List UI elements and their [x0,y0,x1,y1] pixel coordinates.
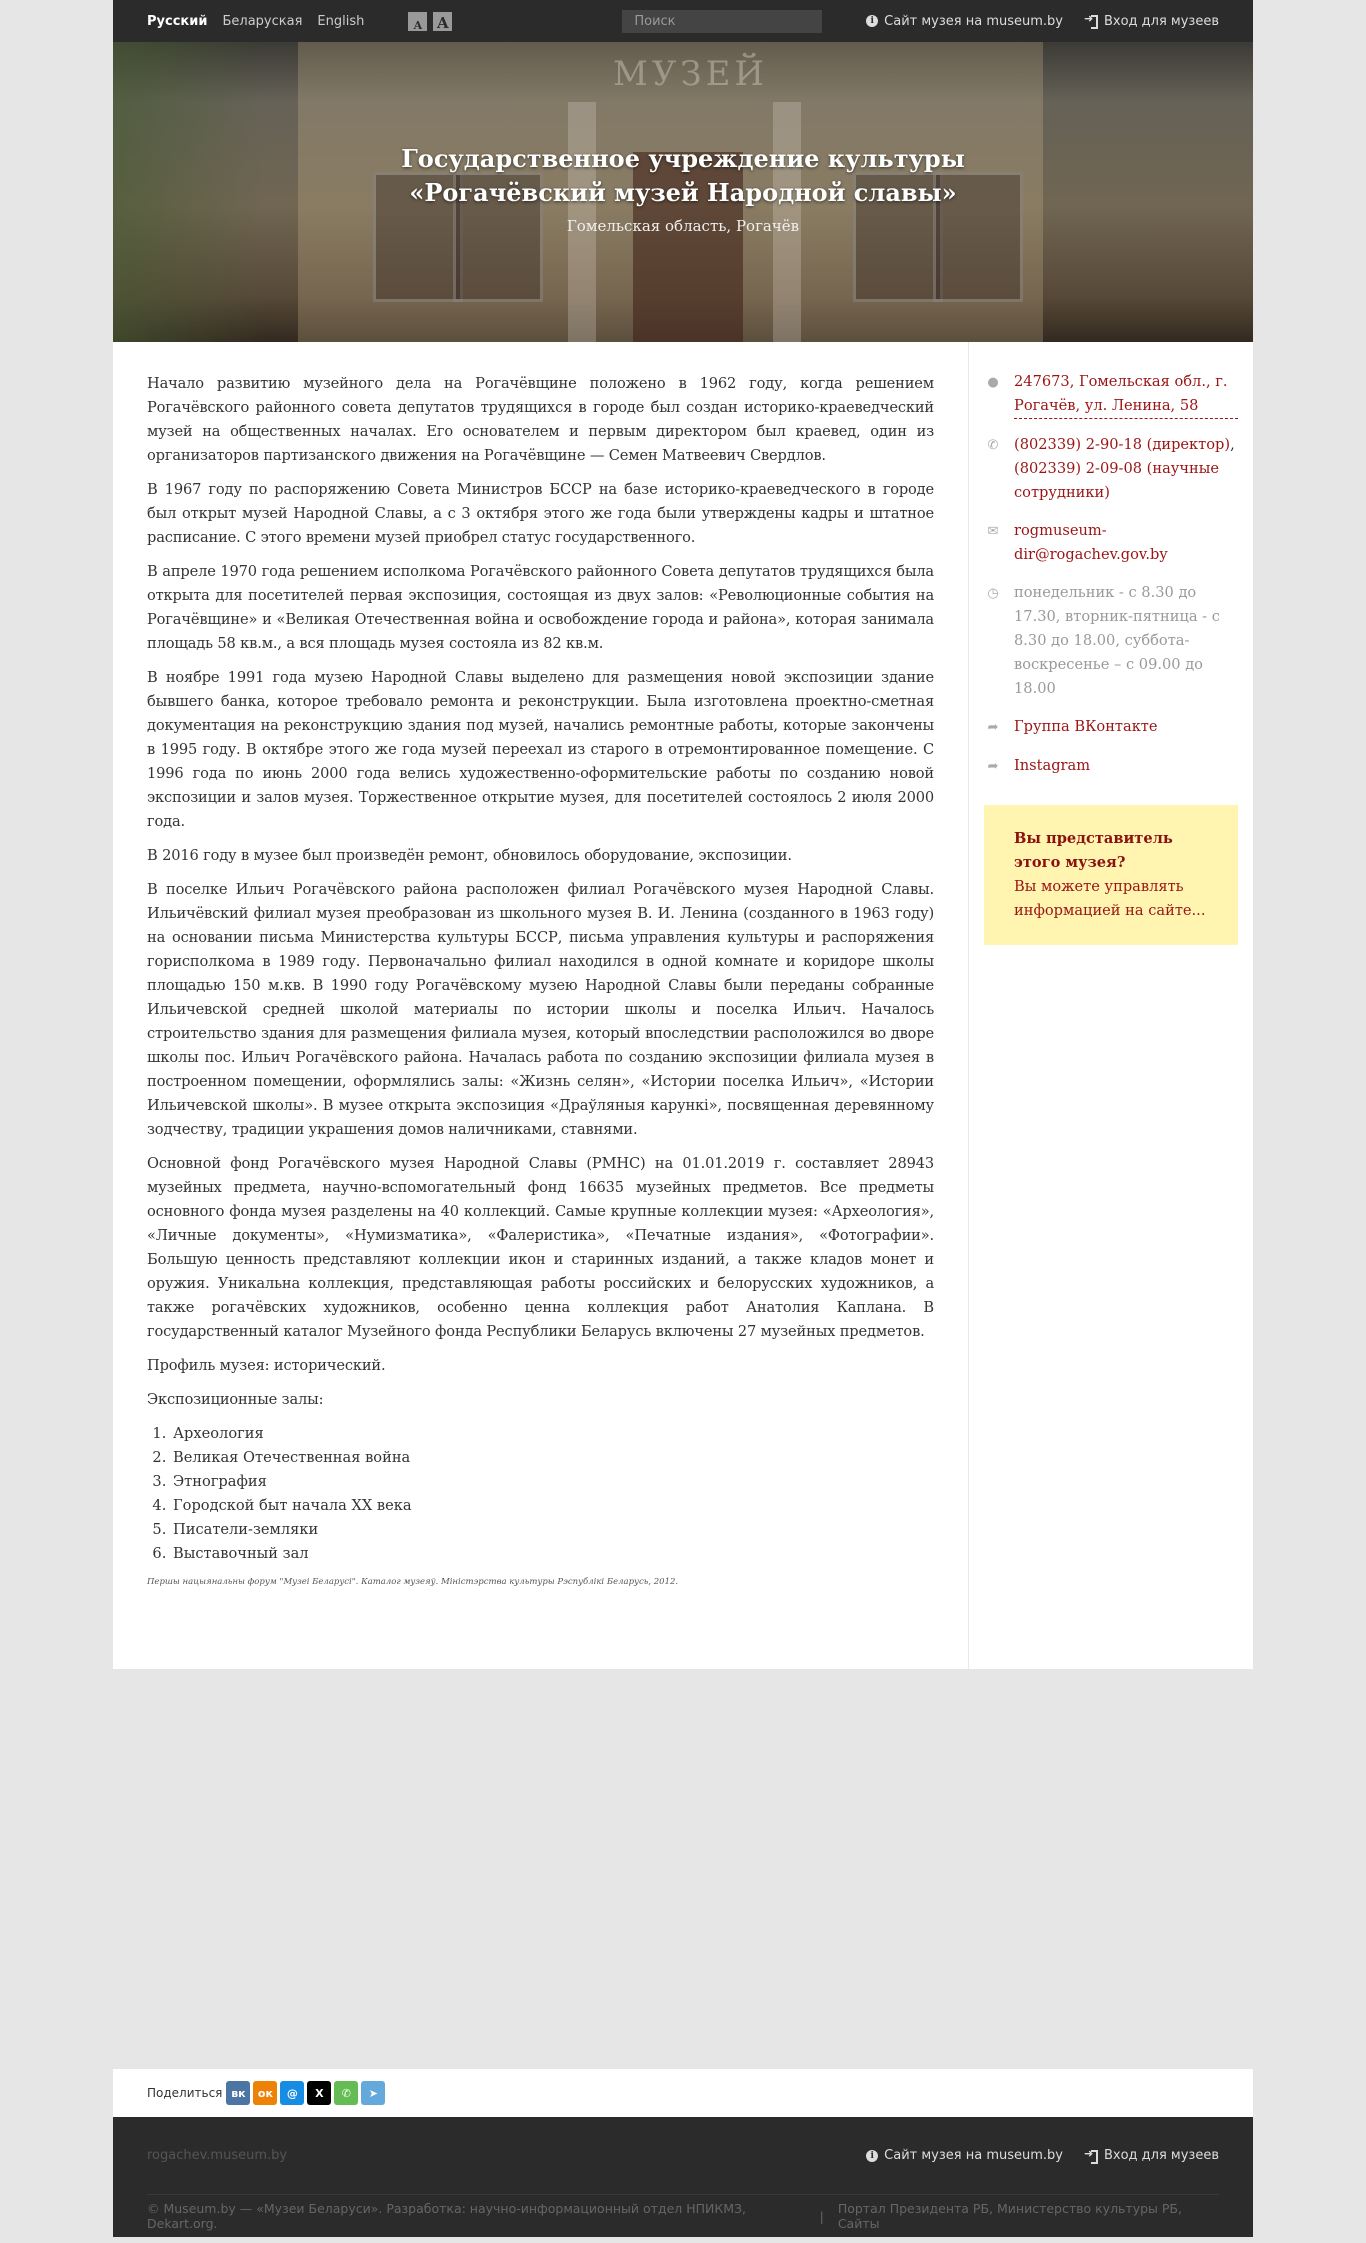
login-link[interactable] [1085,14,1219,29]
phone-director-link[interactable]: (802339) 2-90-18 (директор) [1014,436,1231,453]
whatsapp-share-icon[interactable]: ✆ [334,2081,358,2105]
ok-share-icon[interactable]: ок [253,2081,277,2105]
share-arrow-icon: ➦ [987,720,999,735]
page-wrapper [113,0,1253,2237]
share-bar [113,2069,1253,2117]
list-item: 6. Выставочный зал [171,1542,934,1566]
list-item: 3. Этнография [171,1470,934,1494]
paragraph: Профиль музея: исторический. [147,1357,386,1374]
language-switcher [147,14,364,29]
museum-site-link[interactable] [866,14,1063,29]
representative-box[interactable] [984,805,1238,945]
top-bar [113,0,1253,42]
representative-title: Вы представитель этого музея? [1014,830,1173,871]
x-share-icon[interactable]: X [307,2081,331,2105]
paragraph: Начало развитию музейного дела на Рогачёвщине положено в 1962 году, когда решением Рогачёвского районного совета депутатов трудящихся в городе был создан историко-краеведческий музей на общественных началах. Его основателем и первым директором был краевед, один из организаторов партизанского движения на Рогачёвщине — Семен Матвеевич Свердлов. [147,375,934,464]
clock-icon: ◷ [987,586,999,601]
copyright: © Museum.by — «Музеи Беларуси». Разработка: научно-информационный отдел НПИКМЗ, Dekart.org. [147,2201,747,2231]
footer-top-row [147,2117,1219,2195]
login-link-label: Вход для музеев [1103,13,1219,29]
search-input[interactable] [622,10,822,33]
halls-list [171,1422,934,1566]
vk-link[interactable]: Группа ВКонтакте [1014,718,1158,735]
list-item: 5. Писатели-земляки [171,1518,934,1542]
login-icon [1085,2150,1098,2162]
list-item: 4. Городской быт начала ХХ века [171,1494,934,1518]
lang-english[interactable]: English [317,13,365,29]
email-link[interactable]: rogmuseum-dir@rogachev.gov.by [1014,522,1168,563]
source-citation: Першы нацыянальны форум "Музеі Беларусі". Каталог музеяў. Міністэрства культуры Рэспублікі Беларусь, 2012. [147,1577,679,1587]
footer-bottom-row [147,2195,1219,2237]
paragraph: В поселке Ильич Рогачёвского района расположен филиал Рогачёвского музея Народной Славы. Ильичёвский филиал музея преобразован из школьного музея В. И. Ленина (созданного в 1963 году) на основании письма Министерства культуры БССР, письма управления культуры и распоряжения горисполкома в 1989 году. Первоначально филиал находился в одной комнате и коридоре школы площадью 150 м.кв. В 1990 году Рогачёвскому музею Народной Славы были переданы собранные Ильичевской средней школой материалы по истории школы и поселка Ильич. Началось строительство здания для размещения филиала музея, который впоследствии расположился во дворе школы пос. Ильич Рогачёвского района. Началась работа по созданию экспозиции филиала музея в построенном помещении, оформлялись залы: «Жизнь селян», «Истории поселка Ильич», «Истории Ильичевской школы». В музее открыта экспозиция «Драўляныя карункі», посвященная деревянному зодчеству, традиции украшения домов наличниками, ставнями. [147,881,934,1138]
paragraph: В 1967 году по распоряжению Совета Министров БССР на базе историко-краеведческого в городе был открыт музей Народной Славы, а с 3 октября этого же года были утверждены кадры и штатное расписание. С этого времени музей приобрел статус государственного. [147,481,934,546]
moimir-share-icon[interactable]: @ [280,2081,304,2105]
telegram-share-icon[interactable]: ➤ [361,2081,385,2105]
footer-museum-site-link[interactable] [866,2148,1063,2163]
representative-link[interactable]: Вы можете управлять информацией на сайте... [1014,878,1206,919]
phone-icon: ✆ [987,438,999,453]
list-item: 2. Великая Отечественная война [171,1446,934,1470]
share-buttons [226,2081,385,2105]
paragraph: Основной фонд Рогачёвского музея Народной Славы (РМНС) на 01.01.2019 г. составляет 28943 музейных предмета, научно-вспомогательный фонд 16635 музейных предметов. Все предметы основного фонда музея разделены на 40 коллекций. Самые крупные коллекции музея: «Археология», «Личные документы», «Нумизматика», «Фалеристика», «Печатные издания», «Фотографии». Большую ценность представляют коллекции икон и старинных изданий, а также кладов монет и оружия. Уникальна коллекция, представляющая работы российских и белорусских художников, а также рогачёвских художников, особенно ценна коллекция работ Анатолия Каплана. В государственный каталог Музейного фонда Республики Беларусь включены 27 музейных предметов. [147,1155,934,1340]
footer-partner-links[interactable]: Портал Президента РБ, Министерство культуры РБ, Сайты [837,2201,1182,2231]
phones [1014,433,1238,505]
list-item: 1. Археология [171,1422,934,1446]
footer-links [866,2148,1219,2163]
page-title: Государственное учреждение культуры «Рогачёвский музей Народной славы» [401,144,965,207]
login-icon [1085,15,1098,27]
footer-login-link[interactable] [1085,2148,1219,2163]
contact-sidebar [969,342,1253,1669]
footer-site-link[interactable]: rogachev.museum.by [147,2148,288,2163]
address-item [984,370,1238,419]
info-icon: i [866,2150,878,2162]
phone-separator: , [1230,436,1235,453]
museum-site-link-label: Сайт музея на museum.by [884,13,1063,29]
lang-belarusian[interactable]: Беларуская [222,13,303,29]
location-pin-icon: ● [987,375,999,390]
font-large-button[interactable]: A [433,12,452,31]
font-size-switcher [408,12,452,31]
address-link[interactable]: 247673, Гомельская обл., г. Рогачёв, ул. Ленина, 58 [1014,370,1238,419]
footer [113,2117,1253,2237]
paragraph: В ноябре 1991 года музею Народной Славы выделено для размещения новой экспозиции здание бывшего банка, которое требовало ремонта и реконструкции. Была изготовлена проектно-сметная документация на реконструкцию здания под музей, начались ремонтные работы, которые закончены в 1995 году. В октябре этого же года музей переехал из старого в отремонтированное помещение. С 1996 года по июнь 2000 года велись художественно-оформительские работы по созданию новой экспозиции и залов музея. Торжественное открытие музея, для посетителей состоялось 2 июля 2000 года. [147,669,934,830]
font-small-button[interactable]: A [408,12,427,31]
hours-item [984,581,1238,701]
instagram-item [984,754,1238,779]
footer-login-label: Вход для музеев [1103,2148,1219,2163]
main-area [113,342,1253,1669]
share-label: Поделиться [147,2086,223,2100]
instagram-link[interactable]: Instagram [1014,757,1091,774]
hero-text [113,142,1253,235]
article-content [113,342,969,1669]
hero-banner [113,42,1253,342]
vk-share-icon[interactable]: вк [226,2081,250,2105]
paragraph: Экспозиционные залы: [147,1391,324,1408]
footer-separator: | [819,2208,824,2224]
vk-item [984,715,1238,740]
envelope-icon: ✉ [987,524,999,539]
paragraph: В апреле 1970 года решением исполкома Рогачёвского районного Совета депутатов трудящихся была открыта для посетителей первая экспозиция, состоящая из двух залов: «Революционные события на Рогачёвщине» и «Великая Отечественная война и освобождение города и района», которая занимала площадь 58 кв.м., а вся площадь музея состояла из 82 кв.м. [147,563,934,652]
lang-russian[interactable]: Русский [147,13,208,29]
phone-staff-link[interactable]: (802339) 2-09-08 (научные сотрудники) [1014,460,1219,501]
share-arrow-icon: ➦ [987,759,999,774]
opening-hours: понедельник - с 8.30 до 17.30, вторник-пятница - с 8.30 до 18.00, суббота-воскресенье – с 09.00 до 18.00 [1014,584,1220,697]
info-icon: i [866,15,878,27]
footer-museum-site-label: Сайт музея на museum.by [884,2148,1063,2163]
page-subtitle: Гомельская область, Рогачёв [566,217,800,235]
hero-building-sign: МУЗЕЙ [613,54,769,94]
email-item [984,519,1238,567]
phone-item [984,433,1238,505]
paragraph: В 2016 году в музее был произведён ремонт, обновилось оборудование, экспозиции. [147,847,792,864]
top-links [866,14,1219,29]
